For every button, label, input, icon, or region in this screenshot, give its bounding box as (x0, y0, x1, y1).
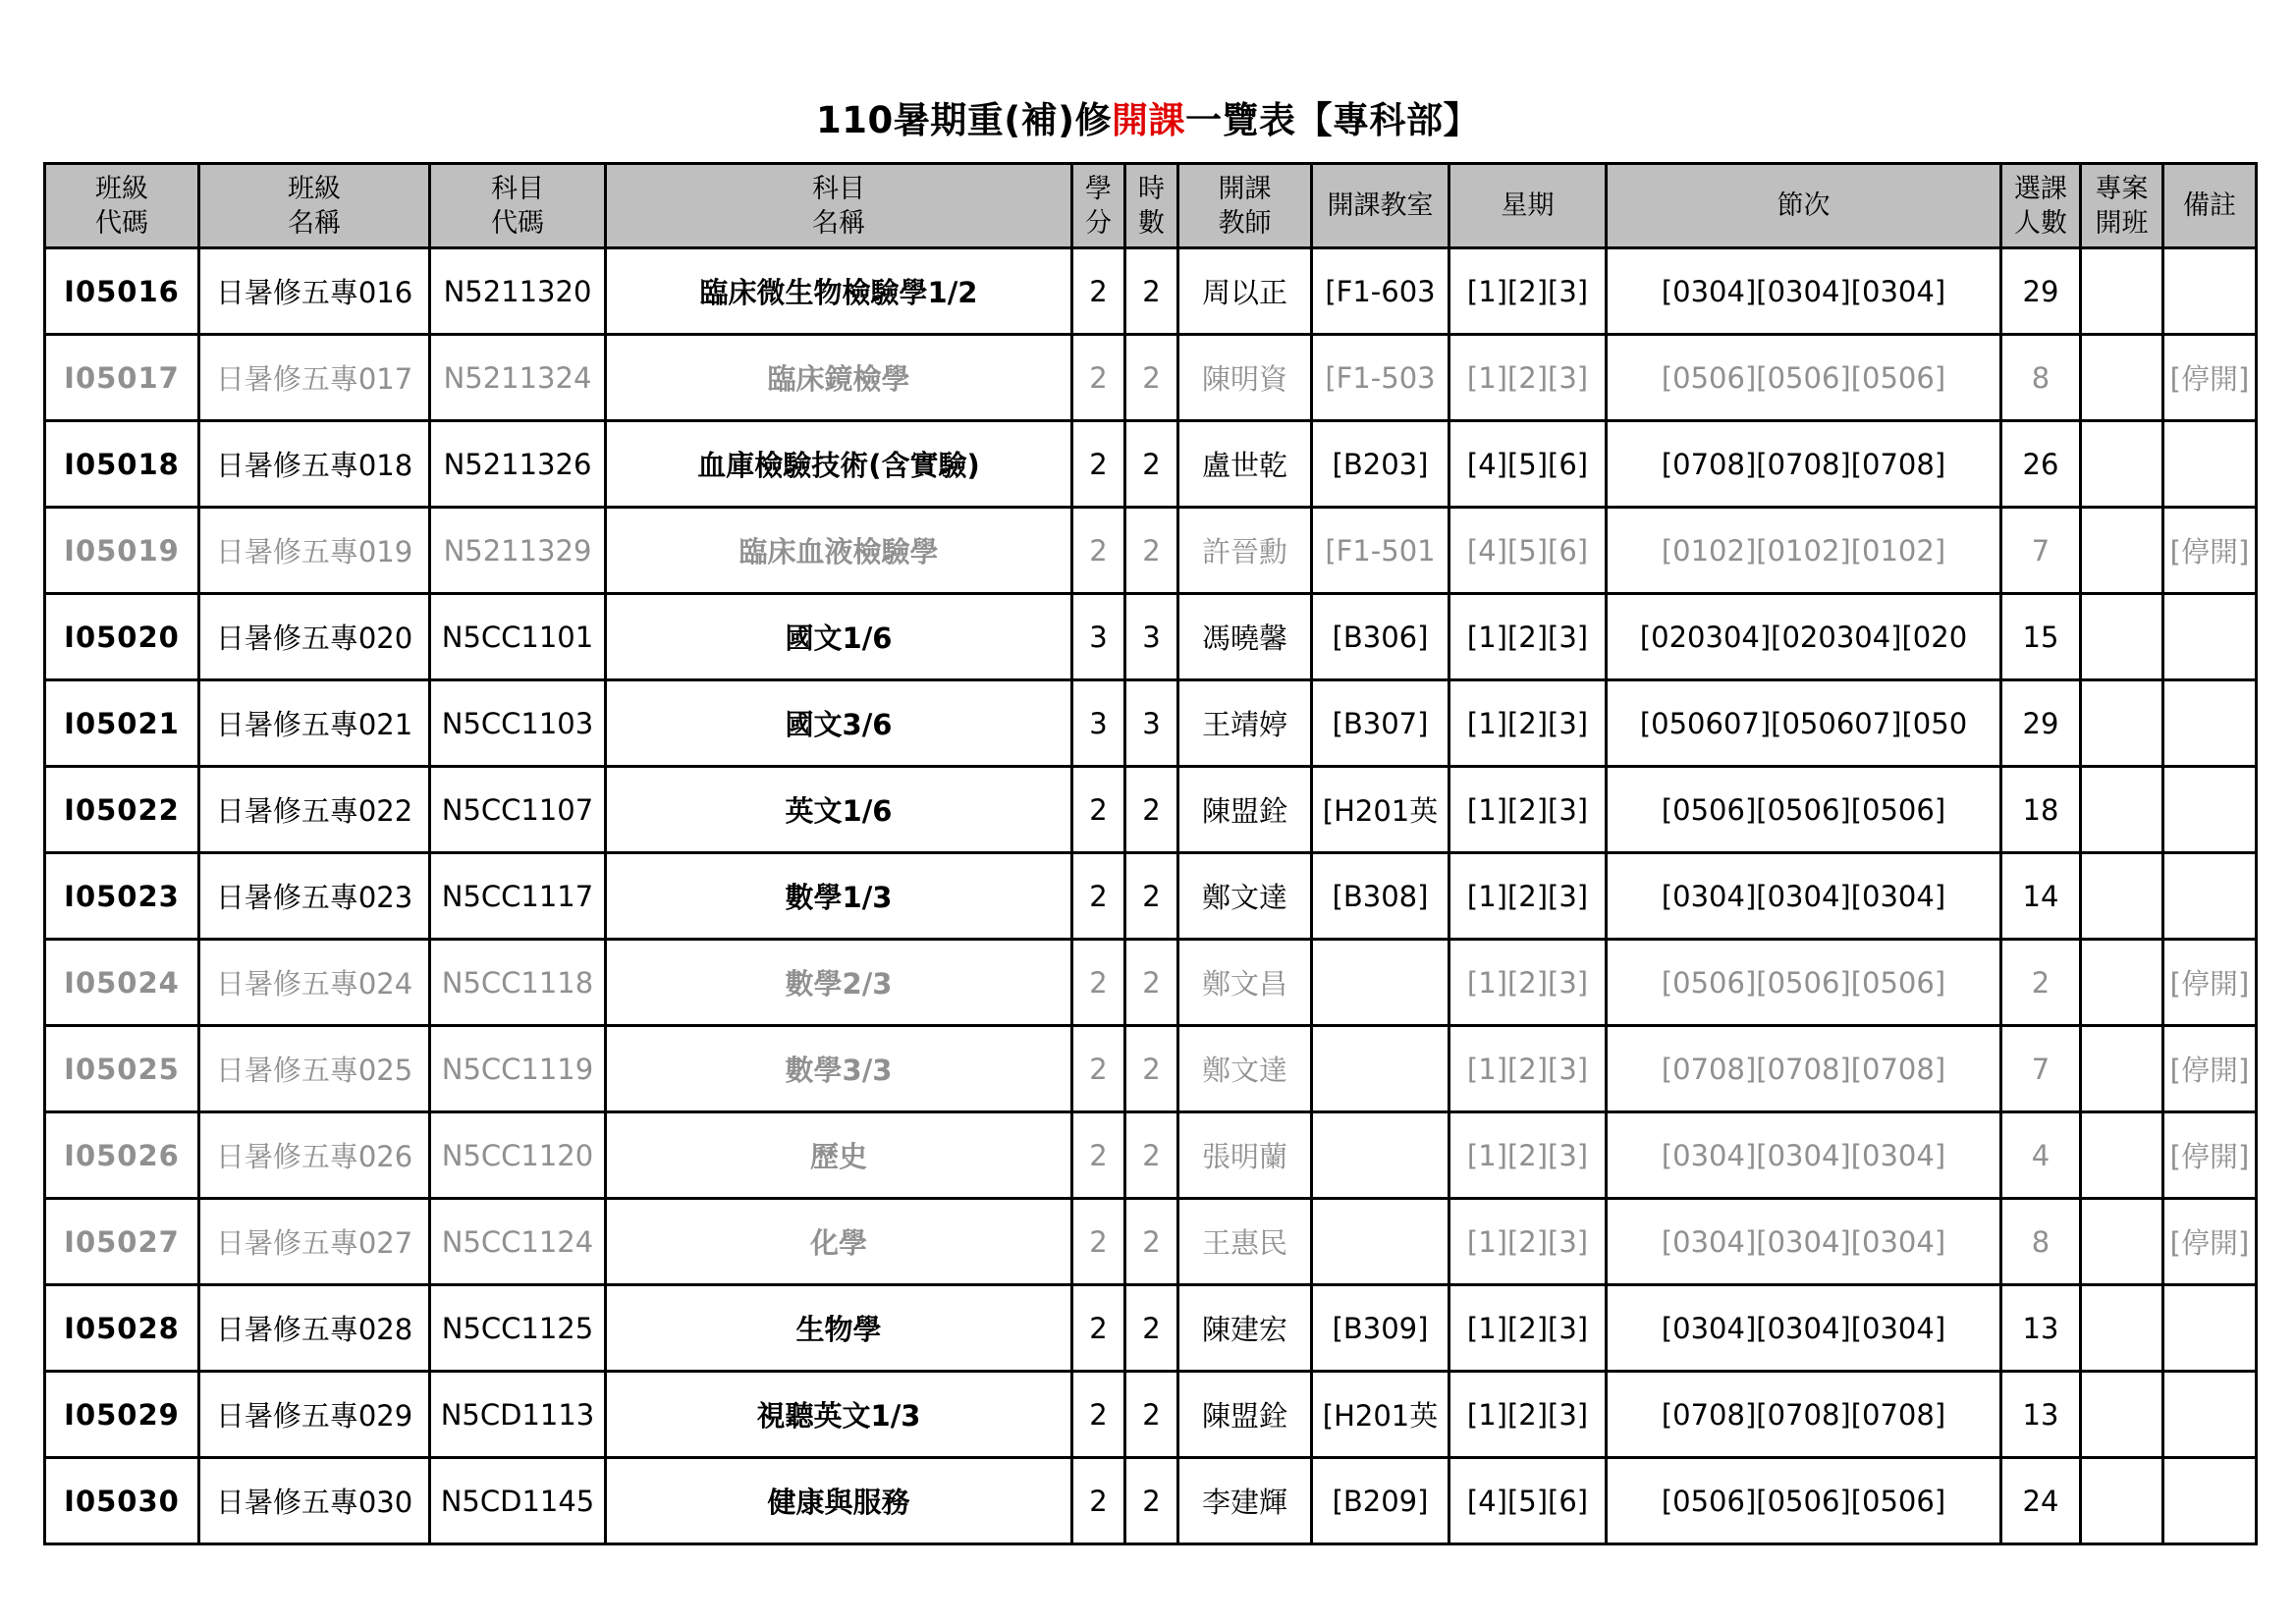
cell-class-code: I05018 (45, 421, 199, 508)
cell-room (1312, 1026, 1449, 1112)
cell-hours: 3 (1125, 680, 1178, 767)
cell-credits: 2 (1072, 1026, 1125, 1112)
cell-note (2163, 767, 2257, 853)
cell-enrolled: 14 (2001, 853, 2081, 940)
cell-room: [B308] (1312, 853, 1449, 940)
cell-hours: 2 (1125, 1458, 1178, 1544)
cell-teacher: 陳盟銓 (1178, 1372, 1312, 1458)
cell-credits: 2 (1072, 1372, 1125, 1458)
cell-hours: 2 (1125, 1112, 1178, 1199)
cell-enrolled: 29 (2001, 680, 2081, 767)
cell-hours: 2 (1125, 1026, 1178, 1112)
cell-subject-name: 生物學 (606, 1285, 1072, 1372)
cell-subject-name: 臨床血液檢驗學 (606, 508, 1072, 594)
cell-class-code: I05022 (45, 767, 199, 853)
cell-periods: [0102][0102][0102] (1607, 508, 2001, 594)
cell-special (2081, 421, 2163, 508)
cell-class-name: 日暑修五專022 (199, 767, 430, 853)
cell-special (2081, 940, 2163, 1026)
cell-hours: 2 (1125, 1372, 1178, 1458)
cell-periods: [0708][0708][0708] (1607, 1372, 2001, 1458)
cell-class-code: I05024 (45, 940, 199, 1026)
cell-class-name: 日暑修五專016 (199, 248, 430, 335)
cell-class-name: 日暑修五專026 (199, 1112, 430, 1199)
cell-class-code: I05030 (45, 1458, 199, 1544)
table-row (45, 1285, 2257, 1372)
table-row (45, 1199, 2257, 1285)
cell-enrolled: 8 (2001, 335, 2081, 421)
cell-room: [F1-503 (1312, 335, 1449, 421)
cell-credits: 2 (1072, 1285, 1125, 1372)
cell-room (1312, 1199, 1449, 1285)
cell-special (2081, 594, 2163, 680)
cell-subject-name: 數學1/3 (606, 853, 1072, 940)
cell-teacher: 陳明資 (1178, 335, 1312, 421)
header-hours: 時 數 (1125, 164, 1178, 248)
cell-periods: [0506][0506][0506] (1607, 767, 2001, 853)
cell-teacher: 馮曉馨 (1178, 594, 1312, 680)
cell-teacher: 鄭文達 (1178, 853, 1312, 940)
cell-enrolled: 15 (2001, 594, 2081, 680)
cell-class-name: 日暑修五專020 (199, 594, 430, 680)
cell-note (2163, 1458, 2257, 1544)
cell-credits: 2 (1072, 421, 1125, 508)
cell-note (2163, 1372, 2257, 1458)
cell-note (2163, 680, 2257, 767)
cell-subject-name: 歷史 (606, 1112, 1072, 1199)
cell-days: [1][2][3] (1449, 1372, 1607, 1458)
header-enrolled: 選課 人數 (2001, 164, 2081, 248)
cell-room: [H201英 (1312, 767, 1449, 853)
cell-periods: [020304][020304][020 (1607, 594, 2001, 680)
cell-note: [停開] (2163, 1112, 2257, 1199)
cell-note: [停開] (2163, 940, 2257, 1026)
cell-class-code: I05021 (45, 680, 199, 767)
cell-credits: 2 (1072, 335, 1125, 421)
cell-credits: 2 (1072, 1458, 1125, 1544)
cell-special (2081, 508, 2163, 594)
cell-note (2163, 853, 2257, 940)
cell-class-name: 日暑修五專018 (199, 421, 430, 508)
cell-hours: 2 (1125, 335, 1178, 421)
cell-special (2081, 1026, 2163, 1112)
cell-class-code: I05020 (45, 594, 199, 680)
table-row (45, 1372, 2257, 1458)
cell-class-name: 日暑修五專023 (199, 853, 430, 940)
cell-enrolled: 4 (2001, 1112, 2081, 1199)
cell-subject-code: N5211329 (430, 508, 606, 594)
cell-enrolled: 13 (2001, 1285, 2081, 1372)
table-row (45, 1458, 2257, 1544)
cell-credits: 3 (1072, 680, 1125, 767)
cell-class-name: 日暑修五專021 (199, 680, 430, 767)
cell-subject-code: N5CC1107 (430, 767, 606, 853)
cell-teacher: 許晉勳 (1178, 508, 1312, 594)
cell-class-name: 日暑修五專027 (199, 1199, 430, 1285)
cell-room: [B309] (1312, 1285, 1449, 1372)
cell-days: [1][2][3] (1449, 680, 1607, 767)
table-body (45, 248, 2257, 1544)
cell-subject-name: 國文1/6 (606, 594, 1072, 680)
table-row (45, 421, 2257, 508)
table-row (45, 508, 2257, 594)
table-row (45, 1112, 2257, 1199)
cell-subject-code: N5CC1118 (430, 940, 606, 1026)
cell-note: [停開] (2163, 1199, 2257, 1285)
cell-enrolled: 7 (2001, 1026, 2081, 1112)
cell-note (2163, 421, 2257, 508)
cell-days: [1][2][3] (1449, 1112, 1607, 1199)
cell-subject-code: N5CC1103 (430, 680, 606, 767)
header-class-code: 班級 代碼 (45, 164, 199, 248)
cell-enrolled: 29 (2001, 248, 2081, 335)
cell-hours: 2 (1125, 508, 1178, 594)
cell-class-name: 日暑修五專030 (199, 1458, 430, 1544)
cell-credits: 2 (1072, 248, 1125, 335)
cell-special (2081, 248, 2163, 335)
cell-hours: 2 (1125, 853, 1178, 940)
cell-special (2081, 1199, 2163, 1285)
cell-subject-code: N5CC1120 (430, 1112, 606, 1199)
cell-subject-code: N5CC1124 (430, 1199, 606, 1285)
cell-class-name: 日暑修五專019 (199, 508, 430, 594)
cell-class-name: 日暑修五專028 (199, 1285, 430, 1372)
cell-subject-name: 化學 (606, 1199, 1072, 1285)
cell-enrolled: 8 (2001, 1199, 2081, 1285)
cell-class-code: I05019 (45, 508, 199, 594)
cell-room: [B306] (1312, 594, 1449, 680)
cell-days: [1][2][3] (1449, 248, 1607, 335)
cell-credits: 2 (1072, 1199, 1125, 1285)
cell-credits: 3 (1072, 594, 1125, 680)
table-row (45, 335, 2257, 421)
cell-class-code: I05026 (45, 1112, 199, 1199)
cell-note (2163, 248, 2257, 335)
cell-teacher: 盧世乾 (1178, 421, 1312, 508)
cell-subject-code: N5211320 (430, 248, 606, 335)
cell-class-name: 日暑修五專017 (199, 335, 430, 421)
cell-credits: 2 (1072, 508, 1125, 594)
cell-credits: 2 (1072, 940, 1125, 1026)
cell-class-code: I05025 (45, 1026, 199, 1112)
header-room: 開課教室 (1312, 164, 1449, 248)
header-periods: 節次 (1607, 164, 2001, 248)
table-row (45, 767, 2257, 853)
cell-periods: [0304][0304][0304] (1607, 248, 2001, 335)
cell-days: [4][5][6] (1449, 508, 1607, 594)
cell-enrolled: 26 (2001, 421, 2081, 508)
cell-periods: [0304][0304][0304] (1607, 1285, 2001, 1372)
cell-subject-name: 數學3/3 (606, 1026, 1072, 1112)
header-credits: 學 分 (1072, 164, 1125, 248)
cell-subject-name: 臨床微生物檢驗學1/2 (606, 248, 1072, 335)
table-row (45, 680, 2257, 767)
cell-enrolled: 13 (2001, 1372, 2081, 1458)
cell-days: [1][2][3] (1449, 767, 1607, 853)
cell-subject-code: N5211326 (430, 421, 606, 508)
header-special: 專案 開班 (2081, 164, 2163, 248)
cell-class-code: I05016 (45, 248, 199, 335)
cell-class-name: 日暑修五專029 (199, 1372, 430, 1458)
cell-class-code: I05027 (45, 1199, 199, 1285)
cell-periods: [0708][0708][0708] (1607, 421, 2001, 508)
cell-room: [B307] (1312, 680, 1449, 767)
cell-class-code: I05028 (45, 1285, 199, 1372)
cell-teacher: 王惠民 (1178, 1199, 1312, 1285)
cell-teacher: 周以正 (1178, 248, 1312, 335)
cell-room (1312, 1112, 1449, 1199)
cell-days: [1][2][3] (1449, 594, 1607, 680)
cell-hours: 2 (1125, 940, 1178, 1026)
cell-teacher: 陳建宏 (1178, 1285, 1312, 1372)
header-teacher: 開課 教師 (1178, 164, 1312, 248)
cell-note: [停開] (2163, 335, 2257, 421)
cell-days: [4][5][6] (1449, 421, 1607, 508)
cell-teacher: 李建輝 (1178, 1458, 1312, 1544)
table-row (45, 594, 2257, 680)
cell-days: [1][2][3] (1449, 1026, 1607, 1112)
header-subject-code: 科目 代碼 (430, 164, 606, 248)
cell-teacher: 鄭文昌 (1178, 940, 1312, 1026)
cell-hours: 2 (1125, 1285, 1178, 1372)
cell-enrolled: 7 (2001, 508, 2081, 594)
cell-special (2081, 1112, 2163, 1199)
cell-hours: 2 (1125, 248, 1178, 335)
cell-room: [H201英 (1312, 1372, 1449, 1458)
cell-credits: 2 (1072, 853, 1125, 940)
cell-days: [1][2][3] (1449, 335, 1607, 421)
cell-days: [1][2][3] (1449, 1285, 1607, 1372)
cell-hours: 2 (1125, 1199, 1178, 1285)
cell-periods: [0304][0304][0304] (1607, 853, 2001, 940)
cell-note: [停開] (2163, 1026, 2257, 1112)
cell-hours: 2 (1125, 767, 1178, 853)
cell-room: [B203] (1312, 421, 1449, 508)
cell-periods: [050607][050607][050 (1607, 680, 2001, 767)
cell-special (2081, 853, 2163, 940)
cell-hours: 3 (1125, 594, 1178, 680)
cell-subject-name: 國文3/6 (606, 680, 1072, 767)
course-table (43, 162, 2258, 1545)
cell-special (2081, 767, 2163, 853)
cell-subject-code: N5CC1119 (430, 1026, 606, 1112)
cell-credits: 2 (1072, 1112, 1125, 1199)
cell-subject-code: N5CD1145 (430, 1458, 606, 1544)
cell-special (2081, 335, 2163, 421)
cell-room: [F1-501 (1312, 508, 1449, 594)
cell-days: [1][2][3] (1449, 853, 1607, 940)
cell-class-code: I05029 (45, 1372, 199, 1458)
cell-subject-name: 英文1/6 (606, 767, 1072, 853)
cell-note: [停開] (2163, 508, 2257, 594)
cell-enrolled: 24 (2001, 1458, 2081, 1544)
cell-subject-name: 健康與服務 (606, 1458, 1072, 1544)
cell-note (2163, 594, 2257, 680)
header-days: 星期 (1449, 164, 1607, 248)
table-header-row (45, 164, 2257, 248)
cell-subject-name: 數學2/3 (606, 940, 1072, 1026)
cell-hours: 2 (1125, 421, 1178, 508)
table-row (45, 940, 2257, 1026)
cell-subject-code: N5CC1125 (430, 1285, 606, 1372)
cell-subject-code: N5CD1113 (430, 1372, 606, 1458)
cell-periods: [0506][0506][0506] (1607, 335, 2001, 421)
header-class-name: 班級 名稱 (199, 164, 430, 248)
cell-subject-code: N5CC1117 (430, 853, 606, 940)
header-subject-name: 科目 名稱 (606, 164, 1072, 248)
page-title: 110暑期重(補)修開課一覽表【專科部】 (815, 99, 1481, 141)
cell-periods: [0506][0506][0506] (1607, 940, 2001, 1026)
cell-special (2081, 1372, 2163, 1458)
cell-enrolled: 2 (2001, 940, 2081, 1026)
cell-days: [4][5][6] (1449, 1458, 1607, 1544)
cell-subject-name: 臨床鏡檢學 (606, 335, 1072, 421)
cell-periods: [0304][0304][0304] (1607, 1199, 2001, 1285)
cell-room: [B209] (1312, 1458, 1449, 1544)
table-row (45, 1026, 2257, 1112)
cell-class-name: 日暑修五專024 (199, 940, 430, 1026)
cell-teacher: 陳盟銓 (1178, 767, 1312, 853)
cell-special (2081, 1285, 2163, 1372)
table-row (45, 248, 2257, 335)
cell-class-name: 日暑修五專025 (199, 1026, 430, 1112)
title-highlight: 開課 (1112, 99, 1186, 141)
cell-note (2163, 1285, 2257, 1372)
cell-teacher: 王靖婷 (1178, 680, 1312, 767)
cell-subject-code: N5CC1101 (430, 594, 606, 680)
cell-periods: [0506][0506][0506] (1607, 1458, 2001, 1544)
cell-class-code: I05017 (45, 335, 199, 421)
cell-credits: 2 (1072, 767, 1125, 853)
cell-subject-code: N5211324 (430, 335, 606, 421)
cell-room (1312, 940, 1449, 1026)
cell-teacher: 鄭文達 (1178, 1026, 1312, 1112)
cell-teacher: 張明蘭 (1178, 1112, 1312, 1199)
cell-periods: [0304][0304][0304] (1607, 1112, 2001, 1199)
cell-subject-name: 視聽英文1/3 (606, 1372, 1072, 1458)
cell-special (2081, 1458, 2163, 1544)
cell-subject-name: 血庫檢驗技術(含實驗) (606, 421, 1072, 508)
header-note: 備註 (2163, 164, 2257, 248)
cell-days: [1][2][3] (1449, 1199, 1607, 1285)
cell-class-code: I05023 (45, 853, 199, 940)
cell-periods: [0708][0708][0708] (1607, 1026, 2001, 1112)
cell-days: [1][2][3] (1449, 940, 1607, 1026)
cell-enrolled: 18 (2001, 767, 2081, 853)
table-row (45, 853, 2257, 940)
cell-special (2081, 680, 2163, 767)
cell-room: [F1-603 (1312, 248, 1449, 335)
